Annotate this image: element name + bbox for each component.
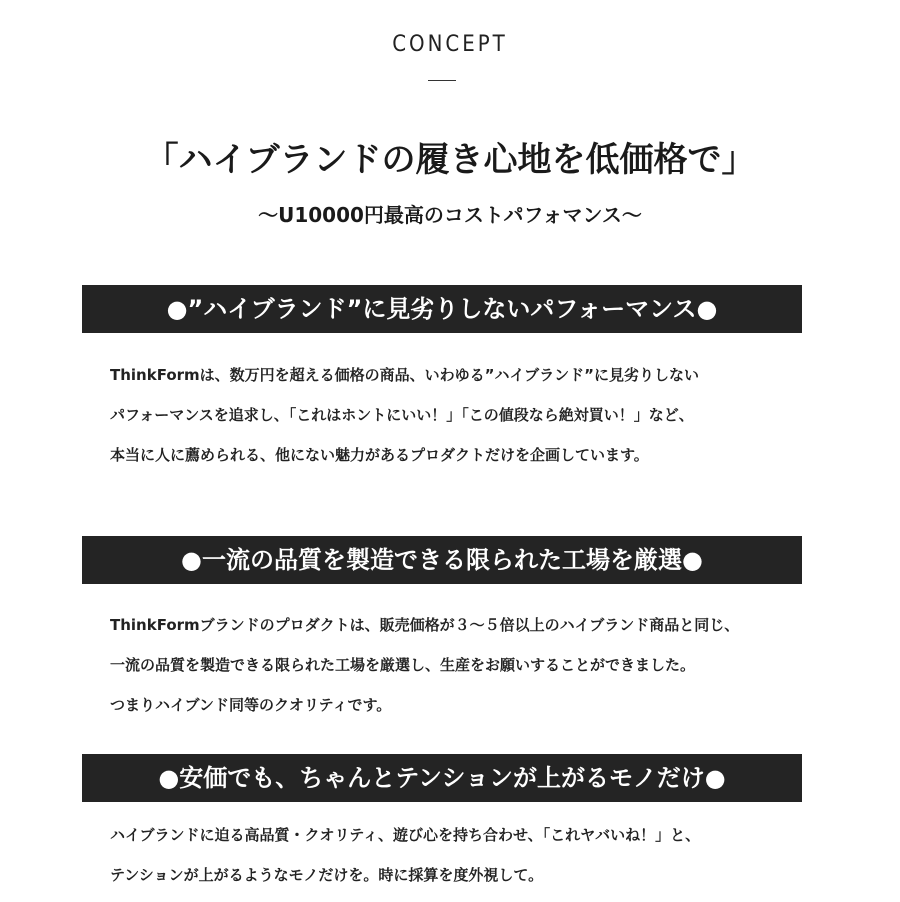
concept-label: CONCEPT [392, 32, 508, 57]
section-body-line: ハイブランドに迫る高品質・クオリティ、遊び心を持ち合わせ、「これヤバいね！」と、 [110, 826, 701, 844]
section-body-high-brand-performance [110, 362, 810, 482]
section-body-line: パフォーマンスを追求し、「これはホントにいい！」「この値段なら絶対買い！」など、 [110, 406, 694, 424]
headline: 「ハイブランドの履き心地を低価格で」 [144, 140, 756, 180]
section-body-exciting-items [110, 822, 810, 902]
section-title-first-class-factory: ●一流の品質を製造できる限られた工場を厳選● [82, 536, 802, 584]
section-body-line: テンションが上がるようなモノだけを。時に採算を度外視して。 [110, 866, 544, 884]
section-body-line: ThinkFormブランドのプロダクトは、販売価格が３〜５倍以上のハイブランド商品と同じ、 [110, 616, 740, 634]
section-body-line: 本当に人に薦められる、他にない魅力があるプロダクトだけを企画しています。 [110, 446, 649, 464]
concept-divider [428, 80, 456, 81]
section-body-line: 一流の品質を製造できる限られた工場を厳選し、生産をお願いすることができました。 [110, 656, 696, 674]
section-body-line: つまりハイブンド同等のクオリティです。 [110, 696, 392, 714]
section-body-line: ThinkFormは、数万円を超える価格の商品、いわゆる”ハイブランド”に見劣りしない [110, 366, 699, 384]
section-body-first-class-factory [110, 612, 810, 732]
section-title-exciting-items: ●安価でも、ちゃんとテンションが上がるモノだけ● [82, 754, 802, 802]
section-title-high-brand-performance: ●”ハイブランド”に見劣りしないパフォーマンス● [82, 285, 802, 333]
subheadline: 〜U10000円最高のコストパフォマンス〜 [258, 203, 642, 227]
